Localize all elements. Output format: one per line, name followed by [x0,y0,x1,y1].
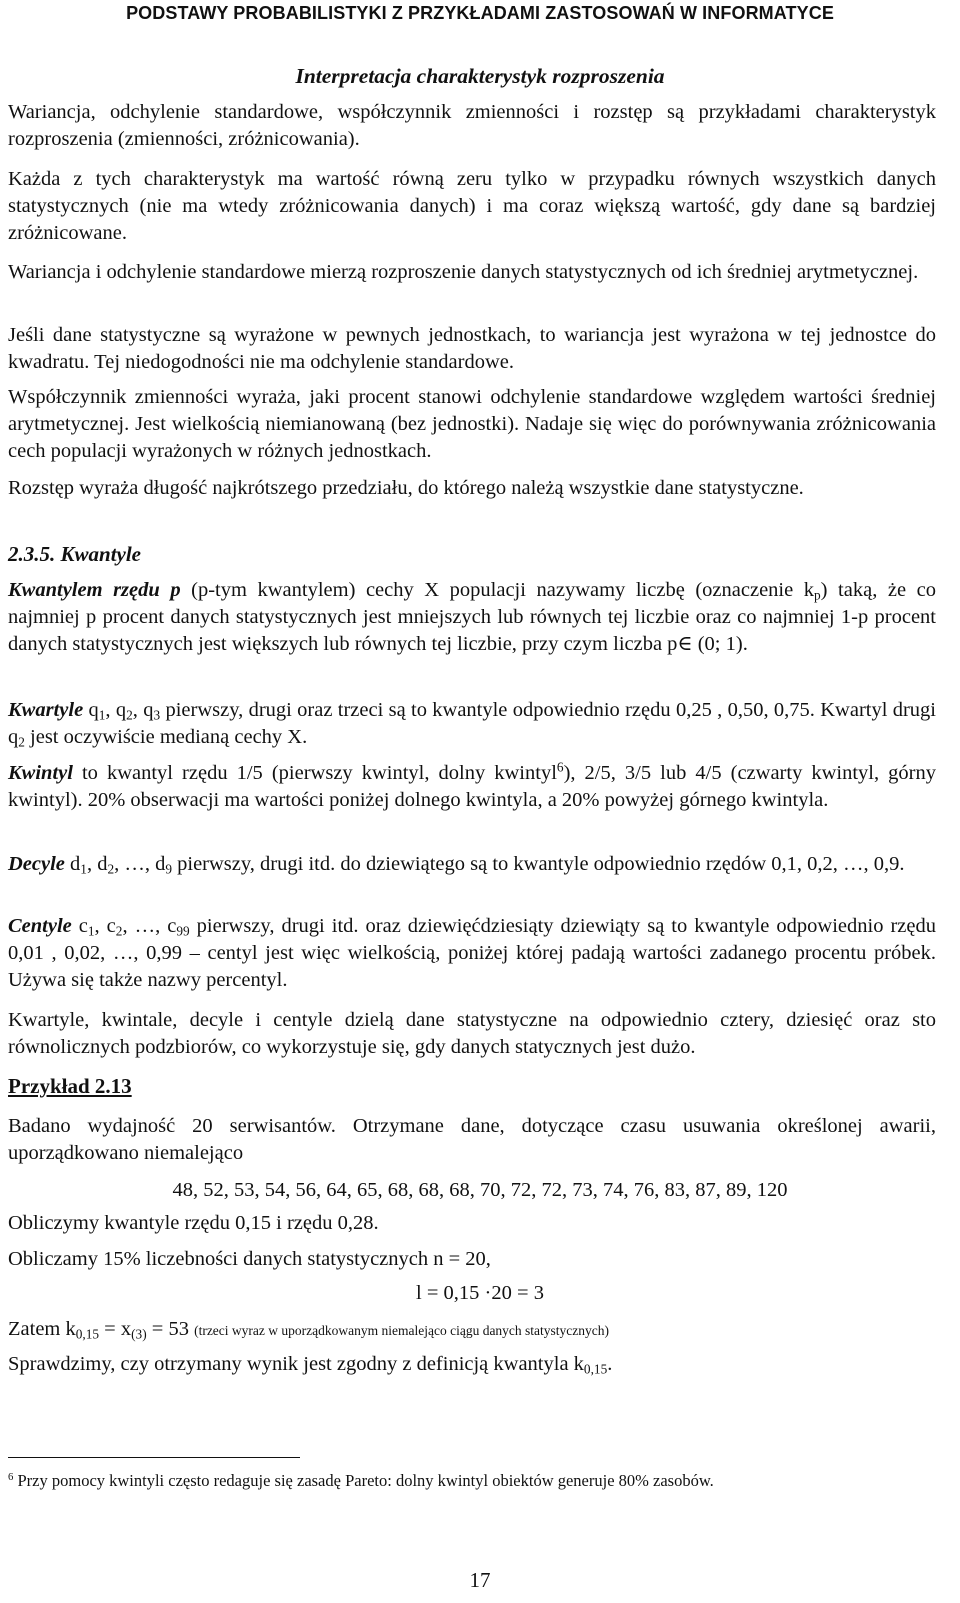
subscript: 99 [176,923,190,939]
definition-decyle [8,851,936,878]
text: ), 2/5, 3/5 lub 4/5 (czwarty kwintyl, górny kwintyl). 20% obserwacji ma wartości poniżej dolnego kwintyla, a 20% powyżej górnego kwintyla. [8,762,936,811]
paragraph-summary: Kwartyle, kwintale, decyle i centyle dzielą dane statystyczne na odpowiednio cztery, dziesięć oraz sto równolicznych podzbiorów, co wykorzystuje się, gdy danych statycznych jest dużo. [8,1009,936,1058]
example-data-values: 48, 52, 53, 54, 56, 64, 65, 68, 68, 68, 70, 72, 72, 73, 74, 76, 83, 87, 89, 120 [172,1179,788,1201]
footnote-text: Przy pomocy kwintyli często redaguje się zasadę Pareto: dolny kwintyl obiektów generuje 80% zasobów. [13,1471,714,1490]
subscript: 2 [18,734,25,750]
text: jest oczywiście medianą cechy X. [24,726,308,748]
subscript: 0,15 [75,1326,100,1342]
definition-centyle [8,913,936,994]
running-header: PODSTAWY PROBABILISTYKI Z PRZYKŁADAMI ZASTOSOWAŃ W INFORMATYCE [126,3,834,23]
example-formula: l = 0,15 ·20 = 3 [416,1282,544,1304]
text: ) taką, że co najmniej p procent danych statystycznych jest mniejszych lub równych tej liczbie oraz co najmniej 1-p procent danych statystycznych jest większych lub równych tej liczbie, przy czym liczba p∈ (0; 1). [8,579,936,655]
text: . [607,1353,613,1375]
term-kwantyl: Kwantylem rzędu p [8,579,181,601]
text: , …, c [122,915,177,937]
text: pierwszy, drugi itd. do dziewiątego są to kwantyle odpowiednio rzędów 0,1, 0,2, …, 0,9. [172,853,905,875]
subscript: 1 [87,923,95,939]
text: Zatem k [8,1318,76,1340]
text: Sprawdzimy, czy otrzymany wynik jest zgodny z definicją kwantyla k [8,1353,584,1375]
text: , q [105,699,127,721]
example-verification [8,1351,936,1378]
text: = x [99,1318,132,1340]
term-decyle: Decyle [8,853,65,875]
footnote-divider [8,1457,300,1458]
text: (p-tym kwantylem) cechy X populacji nazywamy liczbę (oznaczenie k [180,579,815,601]
paragraph-wspolczynnik: Współczynnik zmienności wyraża, jaki procent stanowi odchylenie standardowe względem wartości średniej arytmetycznej. Jest wielkością niemianowaną (bez jednostki). Nadaje się więc do porównywania zróżnicowania cech populacji wyrażonych w różnych jednostkach. [8,386,936,462]
subscript: 9 [165,861,172,877]
example-heading: Przykład 2.13 [8,1074,132,1098]
example-intro: Badano wydajność 20 serwisantów. Otrzymane dane, dotyczące czasu usuwania określonej awarii, uporządkowano niemalejąco [8,1115,936,1164]
subsection-heading: 2.3.5. Kwantyle [8,542,142,566]
paragraph-rozstep: Rozstęp wyraża długość najkrótszego przedziału, do którego należą wszystkie dane statystyczne. [8,477,804,499]
subscript: 2 [126,707,133,723]
section-title: Interpretacja charakterystyk rozproszenia [295,64,665,88]
text: , d [86,853,108,875]
example-result [8,1316,936,1344]
page-number: 17 [469,1568,491,1592]
text: c [71,915,88,937]
text: = 53 [146,1318,189,1340]
subscript: 2 [115,923,123,939]
paragraph-rozproszenie-intro: Wariancja, odchylenie standardowe, współczynnik zmienności i rozstęp są przykładami charakterystyk rozproszenia (zmienności, zróżnicowania). [8,101,936,150]
definition-kwartyle [8,697,936,751]
example-result-note: (trzeci wyraz w uporządkowanym niemalejąco ciągu danych statystycznych) [194,1323,610,1338]
example-task: Obliczymy kwantyle rzędu 0,15 i rzędu 0,28. [8,1212,379,1234]
footnote-mark: 6 [8,1471,14,1484]
paragraph-wariancja: Wariancja i odchylenie standardowe mierzą rozproszenie danych statystycznych od ich średniej arytmetycznej. [8,261,919,283]
text: q [83,699,99,721]
term-kwartyle: Kwartyle [8,699,84,721]
text: pierwszy, drugi itd. oraz dziewięćdziesiąty dziewiąty są to kwantyle odpowiednio rzędu 0,01 , 0,02, …, 0,99 – centyl jest więc wielkością, poniżej której padają wartości zadanego procentu próbek. Używa się także nazwy percentyl. [8,915,936,991]
subscript: (3) [131,1326,147,1342]
footnote-reference: 6 [556,759,564,775]
subscript: p [814,587,821,603]
text: pierwszy, drugi oraz trzeci są to kwantyle odpowiednio rzędu 0,25 , 0,50, 0,75. Kwartyl drugi q [8,699,937,748]
subscript: 2 [107,861,115,877]
text: , c [94,915,116,937]
paragraph-jednostki: Jeśli dane statystyczne są wyrażone w pewnych jednostkach, to wariancja jest wyrażona w tej jednostce do kwadratu. Tej niedogodności nie ma odchylenie standardowe. [8,324,936,373]
term-kwintyl: Kwintyl [8,762,73,784]
definition-kwintyl [8,760,936,814]
text: d [64,853,81,875]
definition-kwantyl [8,577,936,658]
term-centyle: Centyle [8,915,72,937]
example-calculation-intro: Obliczamy 15% liczebności danych statystycznych n = 20, [8,1248,491,1270]
text: , …, d [114,853,166,875]
subscript: 1 [98,707,106,723]
subscript: 1 [80,861,87,877]
text: , q [132,699,154,721]
subscript: 3 [153,707,161,723]
subscript: 0,15 [583,1361,608,1377]
paragraph-zero-value: Każda z tych charakterystyk ma wartość równą zeru tylko w przypadku równych wszystkich danych statystycznych (nie ma wtedy zróżnicowania danych) i ma coraz większą wartość, gdy dane są bardziej zróżnicowane. [8,168,936,244]
footnote [8,1470,936,1492]
text: to kwantyl rzędu 1/5 (pierwszy kwintyl, dolny kwintyl [72,762,557,784]
